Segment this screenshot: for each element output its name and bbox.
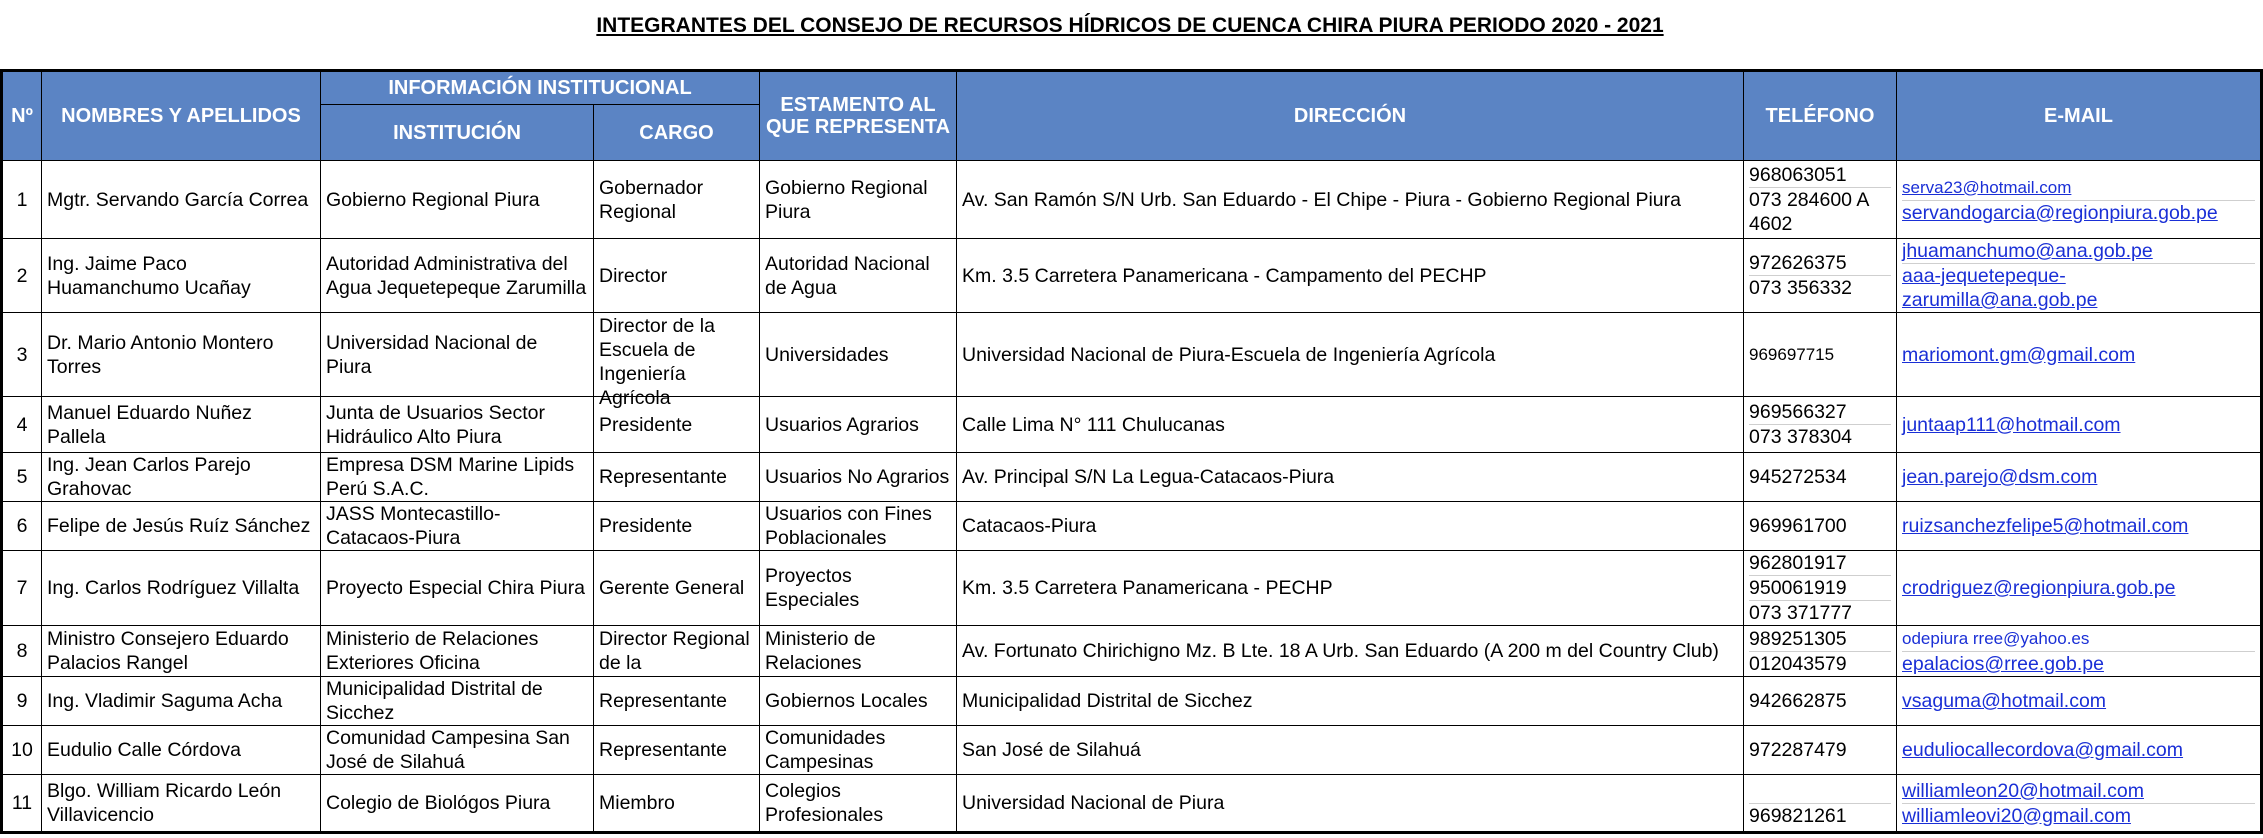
- email-link[interactable]: serva23@hotmail.com: [1902, 177, 2072, 197]
- table-row: [2, 239, 2262, 313]
- address-cell: Av. Principal S/N La Legua-Catacaos-Piura: [957, 453, 1744, 502]
- estamento-cell: Gobiernos Locales: [760, 677, 957, 726]
- row-number: 6: [2, 502, 42, 551]
- row-number: 8: [2, 626, 42, 677]
- position-text: Director Regional de la: [599, 628, 750, 674]
- phone-number: 950061919: [1749, 575, 1891, 600]
- address-cell: Universidad Nacional de Piura: [957, 775, 1744, 833]
- email-cell: [1897, 677, 2262, 726]
- row-number: 1: [2, 161, 42, 239]
- estamento-cell: Ministerio de Relaciones: [760, 626, 957, 677]
- email-cell: [1897, 453, 2262, 502]
- address-cell: Calle Lima N° 111 Chulucanas: [957, 397, 1744, 453]
- institution-cell: Gobierno Regional Piura: [321, 161, 594, 239]
- row-number: 11: [2, 775, 42, 833]
- address-cell: San José de Silahuá: [957, 726, 1744, 775]
- institution-cell: Proyecto Especial Chira Piura: [321, 551, 594, 626]
- email-cell: [1897, 313, 2262, 397]
- position-text: Miembro: [599, 792, 675, 814]
- row-number: 10: [2, 726, 42, 775]
- email-cell: [1897, 551, 2262, 626]
- email-link[interactable]: jhuamanchumo@ana.gob.pe: [1902, 240, 2153, 262]
- email-cell: [1897, 502, 2262, 551]
- member-name: Mgtr. Servando García Correa: [42, 161, 321, 239]
- email-link[interactable]: williamleon20@hotmail.com: [1902, 779, 2144, 802]
- estamento-cell: Proyectos Especiales: [760, 551, 957, 626]
- position-cell: [594, 313, 760, 409]
- phone-cell: [1744, 677, 1897, 726]
- email-cell: [1897, 397, 2262, 453]
- row-number: 7: [2, 551, 42, 626]
- row-number: 9: [2, 677, 42, 726]
- address-cell: Municipalidad Distrital de Sicchez: [957, 677, 1744, 726]
- phone-cell: [1744, 502, 1897, 551]
- phone-cell: [1744, 397, 1897, 453]
- table-row: [2, 397, 2262, 453]
- header-address: DIRECCIÓN: [957, 71, 1744, 161]
- position-cell: [594, 502, 760, 551]
- email-link[interactable]: euduliocallecordova@gmail.com: [1902, 739, 2184, 761]
- phone-number: 972287479: [1749, 739, 1847, 761]
- estamento-cell: Gobierno Regional Piura: [760, 161, 957, 239]
- estamento-cell: Usuarios con Fines Poblacionales: [760, 502, 957, 551]
- table-row: [2, 551, 2262, 626]
- email-link[interactable]: mariomont.gm@gmail.com: [1902, 343, 2136, 366]
- email-link[interactable]: williamleovi20@gmail.com: [1902, 803, 2255, 828]
- table-row: [2, 677, 2262, 726]
- position-cell: [594, 239, 760, 313]
- email-cell: [1897, 626, 2262, 677]
- table-row: [2, 502, 2262, 551]
- header-email: E-MAIL: [1897, 71, 2262, 161]
- email-link[interactable]: vsaguma@hotmail.com: [1902, 690, 2107, 712]
- phone-number: 969961700: [1749, 515, 1847, 537]
- table-row: [2, 453, 2262, 502]
- position-text: Presidente: [599, 413, 693, 436]
- position-text: Director: [599, 264, 668, 287]
- institution-cell: Colegio de Biológos Piura: [321, 775, 594, 833]
- institution-cell: Municipalidad Distrital de Sicchez: [321, 677, 594, 726]
- email-link[interactable]: juntaap111@hotmail.com: [1902, 413, 2121, 436]
- phone-number: 073 356332: [1749, 275, 1891, 300]
- table-row: [2, 313, 2262, 397]
- phone-number: 968063051: [1749, 164, 1847, 186]
- phone-number: 962801917: [1749, 552, 1847, 574]
- position-text: Gerente General: [599, 577, 745, 599]
- institution-cell: Autoridad Administrativa del Agua Jequetepeque Zarumilla: [321, 239, 594, 313]
- phone-cell: [1744, 551, 1897, 626]
- address-cell: Av. San Ramón S/N Urb. San Eduardo - El Chipe - Piura - Gobierno Regional Piura: [957, 161, 1744, 239]
- email-cell: [1897, 239, 2262, 313]
- header-info: INFORMACIÓN INSTITUCIONAL: [321, 71, 760, 105]
- email-link[interactable]: epalacios@rree.gob.pe: [1902, 651, 2255, 676]
- email-cell: [1897, 775, 2262, 833]
- institution-cell: Comunidad Campesina San José de Silahuá: [321, 726, 594, 775]
- member-name: Ministro Consejero Eduardo Palacios Rangel: [42, 626, 321, 677]
- estamento-cell: Comunidades Campesinas: [760, 726, 957, 775]
- address-cell: Av. Fortunato Chirichigno Mz. B Lte. 18 A Urb. San Eduardo (A 200 m del Country Club): [957, 626, 1744, 677]
- row-number: 4: [2, 397, 42, 453]
- phone-number: 942662875: [1749, 690, 1847, 712]
- document-title: INTEGRANTES DEL CONSEJO DE RECURSOS HÍDRICOS DE CUENCA CHIRA PIURA PERIODO 2020 - 2021: [596, 14, 1664, 37]
- address-cell: Km. 3.5 Carretera Panamericana - Campamento del PECHP: [957, 239, 1744, 313]
- members-table: [0, 69, 2263, 834]
- phone-number: 073 284600 A 4602: [1749, 187, 1891, 236]
- row-number: 5: [2, 453, 42, 502]
- position-text: Representante: [599, 690, 727, 712]
- email-link[interactable]: servandogarcia@regionpiura.gob.pe: [1902, 200, 2255, 225]
- table-row: [2, 626, 2262, 677]
- email-cell: [1897, 726, 2262, 775]
- phone-number: 969821261: [1749, 803, 1891, 828]
- institution-cell: Ministerio de Relaciones Exteriores Oficina: [321, 626, 594, 677]
- position-cell: [594, 775, 760, 833]
- table-row: [2, 161, 2262, 239]
- phone-number: 073 371777: [1749, 600, 1891, 625]
- member-name: Ing. Jaime Paco Huamanchumo Ucañay: [42, 239, 321, 313]
- estamento-cell: Universidades: [760, 313, 957, 397]
- address-cell: Universidad Nacional de Piura-Escuela de Ingeniería Agrícola: [957, 313, 1744, 397]
- position-text: Presidente: [599, 515, 693, 537]
- email-link[interactable]: jean.parejo@dsm.com: [1902, 466, 2098, 488]
- estamento-cell: Autoridad Nacional de Agua: [760, 239, 957, 313]
- position-cell: [594, 161, 760, 239]
- table-row: [2, 726, 2262, 775]
- member-name: Manuel Eduardo Nuñez Pallela: [42, 397, 321, 453]
- member-name: Blgo. William Ricardo León Villavicencio: [42, 775, 321, 833]
- email-link[interactable]: crodriguez@regionpiura.gob.pe: [1902, 577, 2176, 599]
- position-text: Gobernador Regional: [599, 176, 704, 223]
- institution-cell: Empresa DSM Marine Lipids Perú S.A.C.: [321, 453, 594, 502]
- institution-cell: Universidad Nacional de Piura: [321, 313, 594, 397]
- header-position: CARGO: [594, 105, 760, 161]
- phone-number: 989251305: [1749, 627, 1847, 650]
- member-name: Ing. Vladimir Saguma Acha: [42, 677, 321, 726]
- estamento-cell: Usuarios Agrarios: [760, 397, 957, 453]
- position-cell: [594, 551, 760, 626]
- position-text: Representante: [599, 739, 727, 761]
- estamento-cell: Colegios Profesionales: [760, 775, 957, 833]
- phone-cell: [1744, 453, 1897, 502]
- phone-number: 972626375: [1749, 252, 1847, 274]
- header-phone: TELÉFONO: [1744, 71, 1897, 161]
- position-cell: [594, 726, 760, 775]
- member-name: Dr. Mario Antonio Montero Torres: [42, 313, 321, 397]
- phone-number: [1749, 779, 1891, 803]
- phone-cell: [1744, 626, 1897, 677]
- row-number: 3: [2, 313, 42, 397]
- header-num: Nº: [2, 71, 42, 161]
- member-name: Felipe de Jesús Ruíz Sánchez: [42, 502, 321, 551]
- row-number: 2: [2, 239, 42, 313]
- header-name: NOMBRES Y APELLIDOS: [42, 71, 321, 161]
- phone-number: 969697715: [1749, 344, 1835, 364]
- position-cell: [594, 677, 760, 726]
- phone-number: 012043579: [1749, 651, 1891, 676]
- phone-cell: [1744, 726, 1897, 775]
- header-institution: INSTITUCIÓN: [321, 105, 594, 161]
- address-cell: Catacaos-Piura: [957, 502, 1744, 551]
- phone-number: 073 378304: [1749, 424, 1891, 449]
- member-name: Ing. Jean Carlos Parejo Grahovac: [42, 453, 321, 502]
- institution-cell: JASS Montecastillo-Catacaos-Piura: [321, 502, 594, 551]
- estamento-cell: Usuarios No Agrarios: [760, 453, 957, 502]
- position-text: Representante: [599, 466, 727, 488]
- header-estamento: ESTAMENTO AL QUE REPRESENTA: [760, 71, 957, 161]
- email-cell: [1897, 161, 2262, 239]
- member-name: Eudulio Calle Córdova: [42, 726, 321, 775]
- address-cell: Km. 3.5 Carretera Panamericana - PECHP: [957, 551, 1744, 626]
- phone-number: 969566327: [1749, 401, 1847, 423]
- member-name: Ing. Carlos Rodríguez Villalta: [42, 551, 321, 626]
- institution-cell: Junta de Usuarios Sector Hidráulico Alto Piura: [321, 397, 594, 453]
- position-text: Director de la Escuela de Ingeniería Agrícola: [599, 314, 715, 409]
- position-cell: [594, 626, 760, 677]
- email-link[interactable]: aaa-jequetepeque-zarumilla@ana.gob.pe: [1902, 263, 2255, 312]
- phone-number: 945272534: [1749, 466, 1847, 488]
- phone-cell: [1744, 775, 1897, 833]
- phone-cell: [1744, 161, 1897, 239]
- phone-cell: [1744, 313, 1897, 397]
- email-link[interactable]: odepiura rree@yahoo.es: [1902, 629, 2090, 648]
- phone-cell: [1744, 239, 1897, 313]
- email-link[interactable]: ruizsanchezfelipe5@hotmail.com: [1902, 515, 2189, 537]
- position-cell: [594, 453, 760, 502]
- table-row: [2, 775, 2262, 833]
